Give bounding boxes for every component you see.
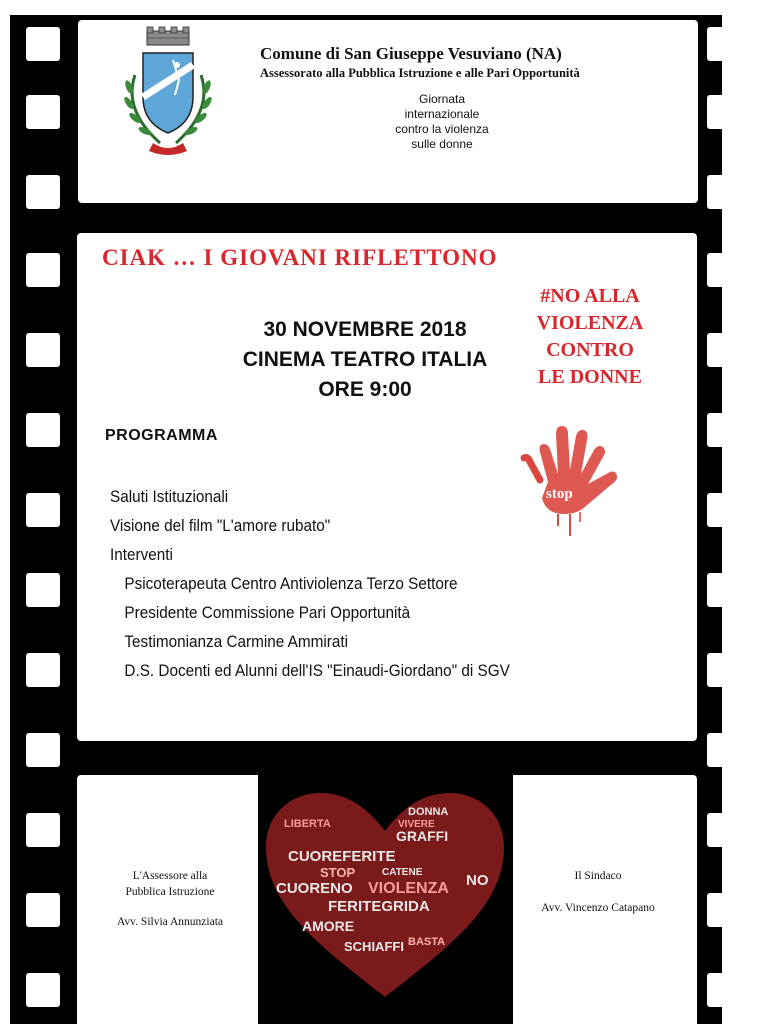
stop-label: stop (546, 486, 573, 502)
assessore-signature (100, 868, 240, 930)
film-hole (707, 253, 741, 287)
film-hole (707, 653, 741, 687)
program-item: Saluti Istituzionali (110, 487, 229, 506)
heart-word: LIBERTA (284, 818, 331, 830)
hashtag-line: #NO ALLA (540, 285, 640, 307)
giornata-line: Giornata (418, 92, 466, 106)
film-hole (26, 653, 60, 687)
giornata-line: internazionale (404, 107, 480, 121)
film-hole (26, 95, 60, 129)
film-hole (26, 333, 60, 367)
heart-word: CUORENO (276, 880, 353, 897)
heart-wordcloud-panel (258, 775, 513, 1024)
event-venue: CINEMA TEATRO ITALIA (242, 348, 488, 371)
intervento-item: D.S. Docenti ed Alunni dell'IS "Einaudi-Giordano" di SGV (124, 661, 510, 680)
assessore-name: Avv. Silvia Annunziata (116, 916, 224, 928)
film-hole (707, 813, 741, 847)
hashtag-slogan (505, 283, 675, 391)
intervento-item: Testimonianza Carmine Ammirati (124, 632, 349, 651)
org-name: Comune di San Giuseppe Vesuviano (NA) (260, 44, 562, 63)
film-hole (707, 95, 741, 129)
heart-word: VIVERE (398, 819, 435, 830)
heart-word: BASTA (408, 936, 446, 948)
heart-word: SCHIAFFI (344, 939, 404, 954)
org-department: Assessorato alla Pubblica Istruzione e alle Pari Opportunità (260, 66, 580, 80)
film-hole (707, 413, 741, 447)
heart-word: AMORE (302, 918, 355, 934)
film-hole (707, 973, 741, 1007)
event-time: ORE 9:00 (318, 378, 412, 401)
program-list (110, 482, 554, 685)
event-details (215, 315, 515, 405)
film-hole (707, 333, 741, 367)
sindaco-signature (518, 868, 678, 916)
heart-word: CUOREFERITE (288, 848, 396, 865)
film-hole (707, 27, 741, 61)
film-hole (26, 175, 60, 209)
giornata-line: sulle donne (411, 137, 473, 151)
program-item: Interventi (110, 545, 173, 564)
film-hole (707, 175, 741, 209)
film-hole (26, 973, 60, 1007)
programma-heading: PROGRAMMA (105, 427, 218, 444)
heart-word: GRAFFI (396, 828, 449, 844)
event-date: 30 NOVEMBRE 2018 (263, 318, 467, 341)
event-title: CIAK … I GIOVANI RIFLETTONO (102, 245, 498, 270)
heart-word: VIOLENZA (368, 880, 449, 897)
heart-word: NO (466, 872, 489, 889)
giornata-line: contro la violenza (395, 122, 489, 136)
giornata-caption (372, 92, 512, 152)
program-item: Visione del film "L'amore rubato" (110, 516, 331, 535)
film-hole (707, 573, 741, 607)
heart-word: DONNA (408, 806, 449, 818)
film-hole (26, 27, 60, 61)
film-hole (26, 253, 60, 287)
heart-word: STOP (320, 865, 356, 880)
hashtag-line: CONTRO (546, 339, 634, 361)
film-hole (26, 893, 60, 927)
sindaco-role: Il Sindaco (574, 870, 622, 882)
municipal-crest-icon (115, 25, 220, 160)
heart-word: FERITEGRIDA (328, 898, 430, 915)
film-hole (26, 733, 60, 767)
film-hole (26, 413, 60, 447)
sindaco-name: Avv. Vincenzo Catapano (541, 902, 655, 914)
heart-wordcloud-icon (258, 775, 513, 1024)
film-hole (26, 493, 60, 527)
film-hole (707, 733, 741, 767)
hashtag-line: LE DONNE (538, 366, 642, 388)
assessore-role: L'Assessore alla (132, 870, 208, 882)
heart-word: CATENE (382, 867, 423, 878)
film-hole (26, 573, 60, 607)
intervento-item: Psicoterapeuta Centro Antiviolenza Terzo Settore (124, 574, 458, 593)
hashtag-line: VIOLENZA (536, 312, 644, 334)
film-hole (707, 893, 741, 927)
organization-header (260, 44, 580, 81)
assessore-role: Pubblica Istruzione (125, 886, 215, 898)
film-hole (26, 813, 60, 847)
film-hole (707, 493, 741, 527)
intervento-item: Presidente Commissione Pari Opportunità (124, 603, 411, 622)
